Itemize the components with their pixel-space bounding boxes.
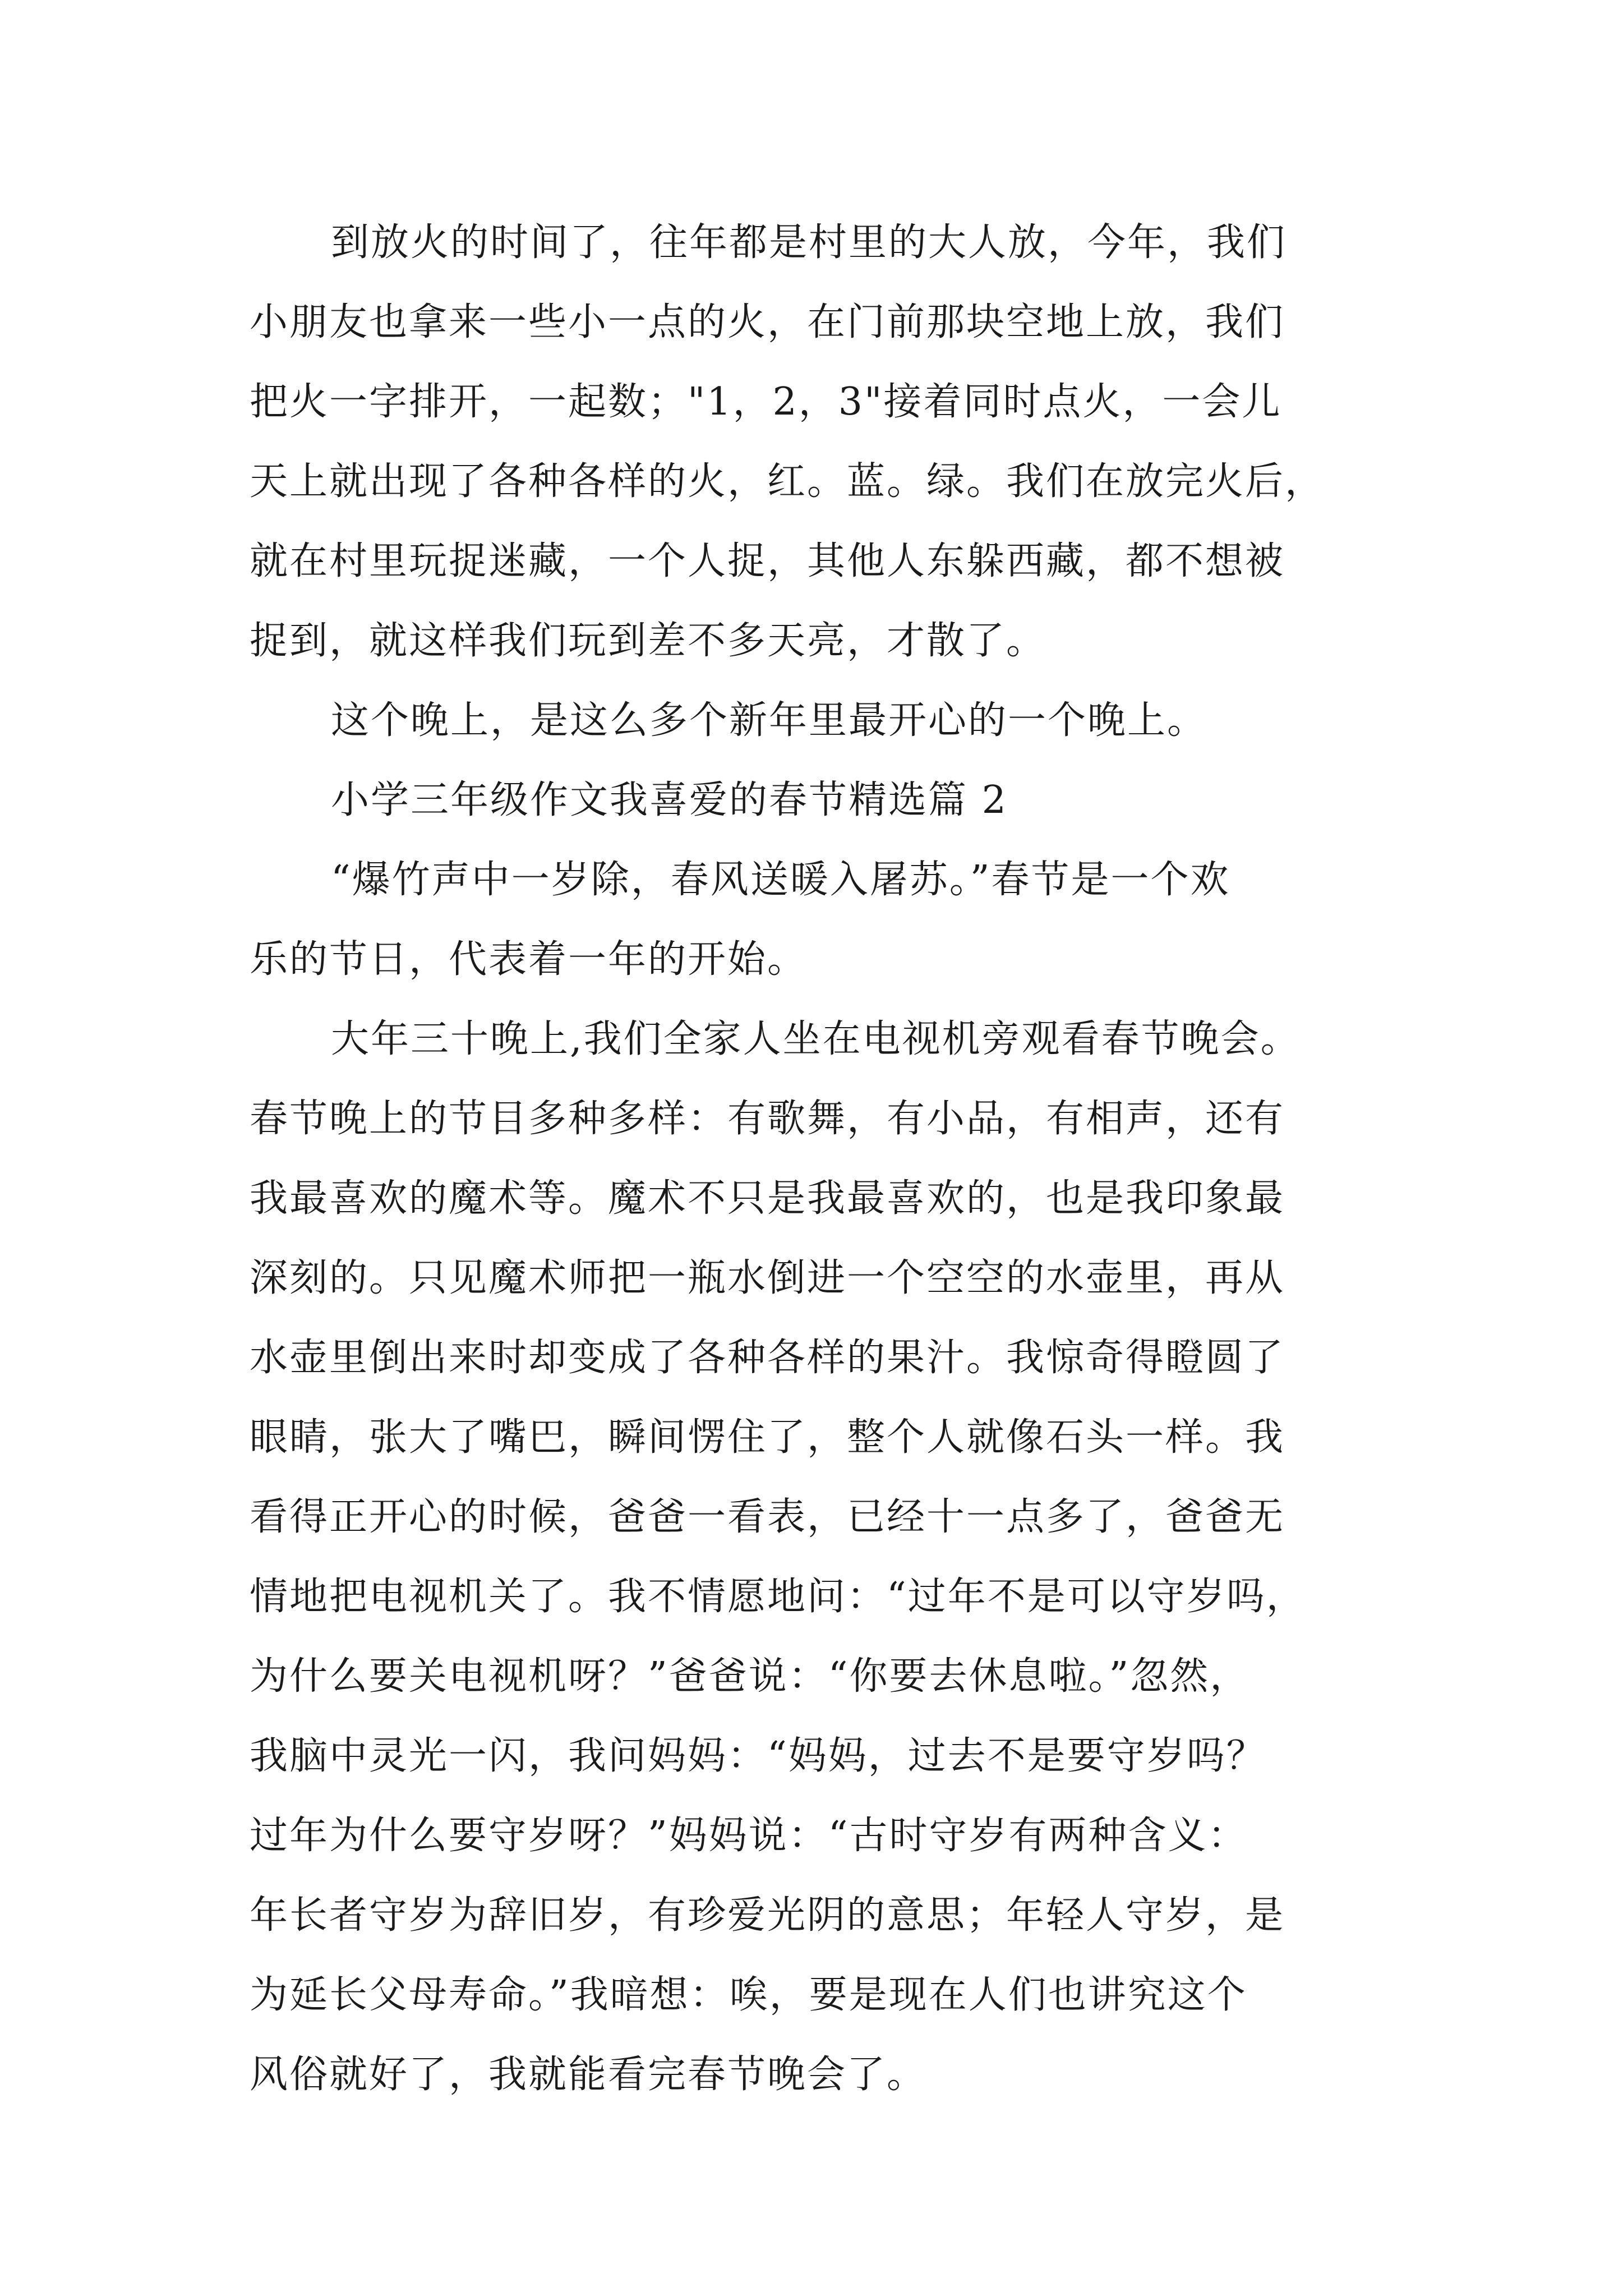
section-heading: 小学三年级作文我喜爱的春节精选篇 2 [331, 778, 1008, 822]
paragraph-1-line-2: 小朋友也拿来一些小一点的火，在门前那块空地上放，我们 [250, 300, 1285, 344]
paragraph-1-line-4: 天上就出现了各种各样的火，红。蓝。绿。我们在放完火后， [250, 459, 1325, 504]
paragraph-1-line-1: 到放火的时间了，往年都是村里的大人放，今年，我们 [331, 220, 1287, 265]
paragraph-4-line-9: 为什么要关电视机呀？”爸爸说：“你要去休息啦。”忽然， [250, 1654, 1250, 1699]
paragraph-4-line-11: 过年为什么要守岁呀？”妈妈说：“古时守岁有两种含义： [250, 1814, 1248, 1858]
paragraph-3-line-1: “爆竹声中一岁除，春风送暖入屠苏。”春节是一个欢 [331, 858, 1230, 902]
paragraph-4-line-8: 情地把电视机关了。我不情愿地问：“过年不是可以守岁吗， [250, 1575, 1306, 1619]
paragraph-4-line-12: 年长者守岁为辞旧岁，有珍爱光阴的意思；年轻人守岁，是 [250, 1893, 1285, 1938]
paragraph-4-line-4: 深刻的。只见魔术师把一瓶水倒进一个空空的水壶里，再从 [250, 1256, 1285, 1300]
paragraph-4-line-3: 我最喜欢的魔术等。魔术不只是我最喜欢的，也是我印象最 [250, 1176, 1285, 1221]
paragraph-4-line-6: 眼睛，张大了嘴巴，瞬间愣住了，整个人就像石头一样。我 [250, 1415, 1285, 1460]
paragraph-1-line-5: 就在村里玩捉迷藏，一个人捉，其他人东躲西藏，都不想被 [250, 539, 1285, 583]
paragraph-1-line-6: 捉到，就这样我们玩到差不多天亮，才散了。 [250, 619, 1046, 663]
paragraph-3-line-2: 乐的节日，代表着一年的开始。 [250, 937, 808, 982]
paragraph-4-line-2: 春节晚上的节目多种多样：有歌舞，有小品，有相声，还有 [250, 1097, 1285, 1141]
paragraph-1-line-3: 把火一字排开，一起数；"1，2，3"接着同时点火，一会儿 [250, 380, 1282, 424]
paragraph-4-line-10: 我脑中灵光一闪，我问妈妈：“妈妈，过去不是要守岁吗？ [250, 1734, 1266, 1778]
paragraph-4-line-1: 大年三十晚上,我们全家人坐在电视机旁观看春节晚会。 [331, 1017, 1301, 1061]
paragraph-4-line-14: 风俗就好了，我就能看完春节晚会了。 [250, 2053, 927, 2097]
paragraph-4-line-7: 看得正开心的时候，爸爸一看表，已经十一点多了，爸爸无 [250, 1495, 1285, 1539]
paragraph-2-line-1: 这个晚上，是这么多个新年里最开心的一个晚上。 [331, 698, 1207, 743]
paragraph-4-line-5: 水壶里倒出来时却变成了各种各样的果汁。我惊奇得瞪圆了 [250, 1336, 1285, 1380]
paragraph-4-line-13: 为延长父母寿命。”我暗想：唉，要是现在人们也讲究这个 [250, 1973, 1247, 2017]
